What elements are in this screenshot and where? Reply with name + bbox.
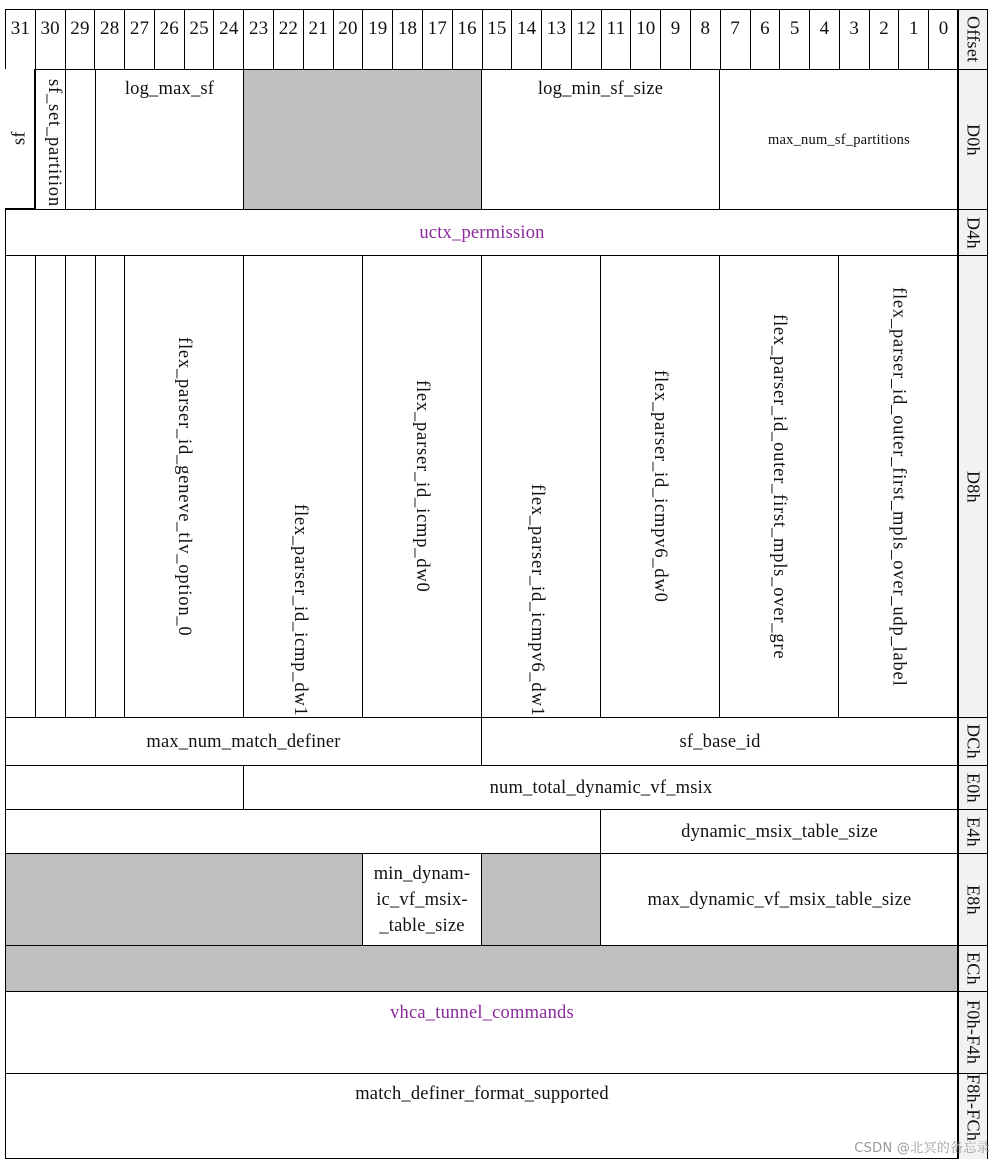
field-flex-parser-mpls-over-udp-label: flex_parser_id_outer_first_mpls_over_udp_label bbox=[888, 286, 909, 687]
bit-header-label: 6 bbox=[760, 18, 770, 39]
bit-header-label: 3 bbox=[849, 18, 860, 39]
bit-header-label: 30 bbox=[40, 18, 60, 39]
bit-header-2 bbox=[869, 9, 899, 69]
field-max-num-match-definer-label: max_num_match_definer bbox=[146, 731, 341, 752]
bit-header-label: 23 bbox=[248, 18, 269, 39]
field-sf-base-id bbox=[481, 717, 958, 765]
bit-header-25 bbox=[184, 9, 214, 69]
field-log-max-sf-label: log_max_sf bbox=[124, 79, 215, 99]
offset-header-label: Offset bbox=[963, 16, 984, 63]
watermark: CSDN @北冥的备忘录 bbox=[854, 1141, 990, 1156]
bit-header-label: 16 bbox=[457, 18, 477, 39]
field-sf-set-partition bbox=[35, 69, 65, 209]
field-d8-bit-31 bbox=[5, 255, 35, 717]
bit-header-3 bbox=[839, 9, 869, 69]
bit-header-label: 0 bbox=[938, 18, 949, 39]
field-d8-bit-28 bbox=[95, 255, 124, 717]
offset-d0h-label: D0h bbox=[963, 123, 984, 156]
offset-f8h-fch-label: F8h-FCh bbox=[963, 1074, 984, 1142]
bit-header-30 bbox=[35, 9, 65, 69]
bit-header-22 bbox=[273, 9, 303, 69]
field-d8-bit-29 bbox=[65, 255, 95, 717]
offset-d8h-label: D8h bbox=[963, 470, 984, 503]
bit-header-label: 11 bbox=[606, 18, 626, 39]
field-d8-bit-30 bbox=[35, 255, 65, 717]
bit-header-31 bbox=[5, 9, 35, 69]
bit-header-label: 18 bbox=[397, 18, 418, 39]
bit-header-6 bbox=[750, 9, 780, 69]
field-flex-parser-icmp-dw0-label: flex_parser_id_icmp_dw0 bbox=[412, 380, 432, 593]
bit-header-0 bbox=[928, 9, 958, 69]
bit-header-label: 20 bbox=[338, 18, 358, 39]
bit-header-label: 28 bbox=[100, 18, 120, 39]
field-vhca-tunnel-commands-link[interactable]: vhca_tunnel_commands bbox=[390, 1003, 574, 1023]
bit-header-21 bbox=[303, 9, 333, 69]
field-sf-set-partition-label: sf_set_partition bbox=[44, 78, 64, 207]
field-flex-parser-icmpv6-dw1 bbox=[481, 255, 600, 717]
bit-header-label: 10 bbox=[636, 18, 656, 39]
bit-header-label: 5 bbox=[789, 18, 800, 39]
field-flex-parser-icmp-dw0 bbox=[362, 255, 481, 717]
field-flex-parser-geneve-label: flex_parser_id_geneve_tlv_option_0 bbox=[174, 336, 194, 637]
field-max-num-sf-partitions bbox=[719, 69, 958, 209]
reserved-ech bbox=[5, 945, 958, 991]
bit-header-label: 19 bbox=[368, 18, 388, 39]
bit-header-5 bbox=[779, 9, 809, 69]
field-flex-parser-mpls-over-gre-label: flex_parser_id_outer_first_mpls_over_gre bbox=[769, 313, 789, 660]
bit-header-15 bbox=[482, 9, 512, 69]
bit-header-11 bbox=[601, 9, 631, 69]
bit-header-28 bbox=[94, 9, 124, 69]
bit-header-27 bbox=[124, 9, 154, 69]
bit-header-label: 22 bbox=[278, 18, 299, 39]
bit-header-label: 26 bbox=[159, 18, 179, 39]
offset-e8h-label: E8h bbox=[963, 884, 984, 915]
bit-header-24 bbox=[213, 9, 243, 69]
bit-header-1 bbox=[898, 9, 928, 69]
offset-e0h bbox=[958, 765, 987, 809]
offset-dch bbox=[958, 717, 987, 765]
bit-header-19 bbox=[362, 9, 392, 69]
offset-d4h bbox=[958, 209, 987, 255]
offset-dch-label: DCh bbox=[963, 724, 984, 759]
bit-header-label: 9 bbox=[670, 18, 681, 39]
bit-header-29 bbox=[65, 9, 95, 69]
field-flex-parser-mpls-over-gre bbox=[719, 255, 838, 717]
field-flex-parser-icmpv6-dw1-label: flex_parser_id_icmpv6_dw1 bbox=[527, 484, 547, 717]
field-bit-29-blank bbox=[65, 69, 95, 209]
bit-header-26 bbox=[154, 9, 184, 69]
bit-header-label: 21 bbox=[308, 18, 328, 39]
reserved-d0-23-16 bbox=[243, 69, 481, 209]
bit-header-label: 1 bbox=[908, 18, 919, 39]
field-num-total-dynamic-vf-msix bbox=[243, 765, 958, 809]
field-dynamic-msix-table-size-label: dynamic_msix_table_size bbox=[681, 821, 878, 842]
bit-header-label: 14 bbox=[516, 18, 537, 39]
bit-header-10 bbox=[630, 9, 660, 69]
bit-header-label: 24 bbox=[219, 18, 239, 39]
field-e0-reserved-blank bbox=[5, 765, 243, 809]
field-e4-reserved-blank bbox=[5, 809, 600, 853]
offset-e0h-label: E0h bbox=[963, 772, 984, 803]
field-min-dynamic-vf-msix-table-size-label: min_dynam- ic_vf_msix- _table_size bbox=[373, 863, 471, 936]
bit-header-label: 27 bbox=[129, 18, 150, 39]
offset-ech-label: ECh bbox=[963, 952, 984, 985]
bit-header-20 bbox=[333, 9, 363, 69]
field-num-total-dynamic-vf-msix-label: num_total_dynamic_vf_msix bbox=[489, 777, 713, 798]
bit-header-9 bbox=[660, 9, 690, 69]
bit-header-12 bbox=[571, 9, 601, 69]
bit-header-7 bbox=[720, 9, 750, 69]
bit-header-label: 12 bbox=[576, 18, 596, 39]
field-match-definer-format-supported-label: match_definer_format_supported bbox=[355, 1084, 609, 1104]
field-sf-base-id-label: sf_base_id bbox=[679, 731, 761, 752]
offset-e4h-label: E4h bbox=[963, 816, 984, 847]
field-log-max-sf bbox=[95, 69, 243, 209]
field-uctx-permission[interactable] bbox=[5, 209, 958, 255]
field-dynamic-msix-table-size bbox=[600, 809, 958, 853]
offset-header bbox=[958, 9, 987, 69]
bit-header-label: 4 bbox=[819, 18, 830, 39]
bit-header-label: 2 bbox=[879, 18, 889, 39]
bit-header-14 bbox=[511, 9, 541, 69]
field-flex-parser-geneve bbox=[124, 255, 243, 717]
reserved-e8-15-12 bbox=[481, 853, 600, 945]
field-max-dynamic-vf-msix-table-size bbox=[600, 853, 958, 945]
bit-header-label: 7 bbox=[730, 18, 740, 39]
bit-header-label: 8 bbox=[700, 18, 711, 39]
field-vhca-tunnel-commands[interactable] bbox=[5, 991, 958, 1073]
bit-header-label: 25 bbox=[189, 18, 209, 39]
bit-header-23 bbox=[243, 9, 273, 69]
bit-header-8 bbox=[690, 9, 720, 69]
offset-d4h-label: D4h bbox=[963, 216, 984, 249]
offset-column-edge bbox=[987, 9, 988, 1159]
bit-header-label: 15 bbox=[487, 18, 507, 39]
field-log-min-sf-size bbox=[481, 69, 719, 209]
bit-header-4 bbox=[809, 9, 839, 69]
offset-ech bbox=[958, 945, 987, 991]
reserved-e8-31-20 bbox=[5, 853, 362, 945]
offset-f0h-f4h-label: F0h-F4h bbox=[963, 1000, 984, 1065]
offset-d8h bbox=[958, 255, 987, 717]
field-max-dynamic-vf-msix-table-size-label: max_dynamic_vf_msix_table_size bbox=[647, 889, 912, 910]
field-flex-parser-icmpv6-dw0 bbox=[600, 255, 719, 717]
field-flex-parser-icmp-dw1 bbox=[243, 255, 362, 717]
field-log-min-sf-size-label: log_min_sf_size bbox=[537, 79, 664, 99]
field-sf bbox=[5, 69, 35, 209]
bit-header-label: 13 bbox=[546, 18, 567, 39]
bit-header-label: 29 bbox=[70, 18, 90, 39]
offset-e4h bbox=[958, 809, 987, 853]
field-uctx-permission-link[interactable]: uctx_permission bbox=[419, 222, 545, 243]
field-max-num-match-definer bbox=[5, 717, 481, 765]
bit-header-17 bbox=[422, 9, 452, 69]
field-flex-parser-icmp-dw1-label: flex_parser_id_icmp_dw1 bbox=[290, 504, 310, 717]
bit-header-label: 31 bbox=[10, 18, 31, 39]
field-flex-parser-mpls-over-udp bbox=[838, 255, 958, 717]
bit-header-13 bbox=[541, 9, 571, 69]
field-flex-parser-icmpv6-dw0-label: flex_parser_id_icmpv6_dw0 bbox=[650, 370, 670, 603]
field-sf-label: sf bbox=[9, 131, 30, 146]
bit-header-label: 17 bbox=[427, 18, 448, 39]
field-max-num-sf-partitions-label: max_num_sf_partitions bbox=[768, 131, 910, 148]
field-match-definer-format-supported bbox=[5, 1073, 958, 1159]
offset-d0h bbox=[958, 69, 987, 209]
offset-e8h bbox=[958, 853, 987, 945]
field-min-dynamic-vf-msix-table-size bbox=[362, 853, 481, 945]
bit-header-16 bbox=[452, 9, 482, 69]
offset-f0h-f4h bbox=[958, 991, 987, 1073]
bit-header-18 bbox=[392, 9, 422, 69]
